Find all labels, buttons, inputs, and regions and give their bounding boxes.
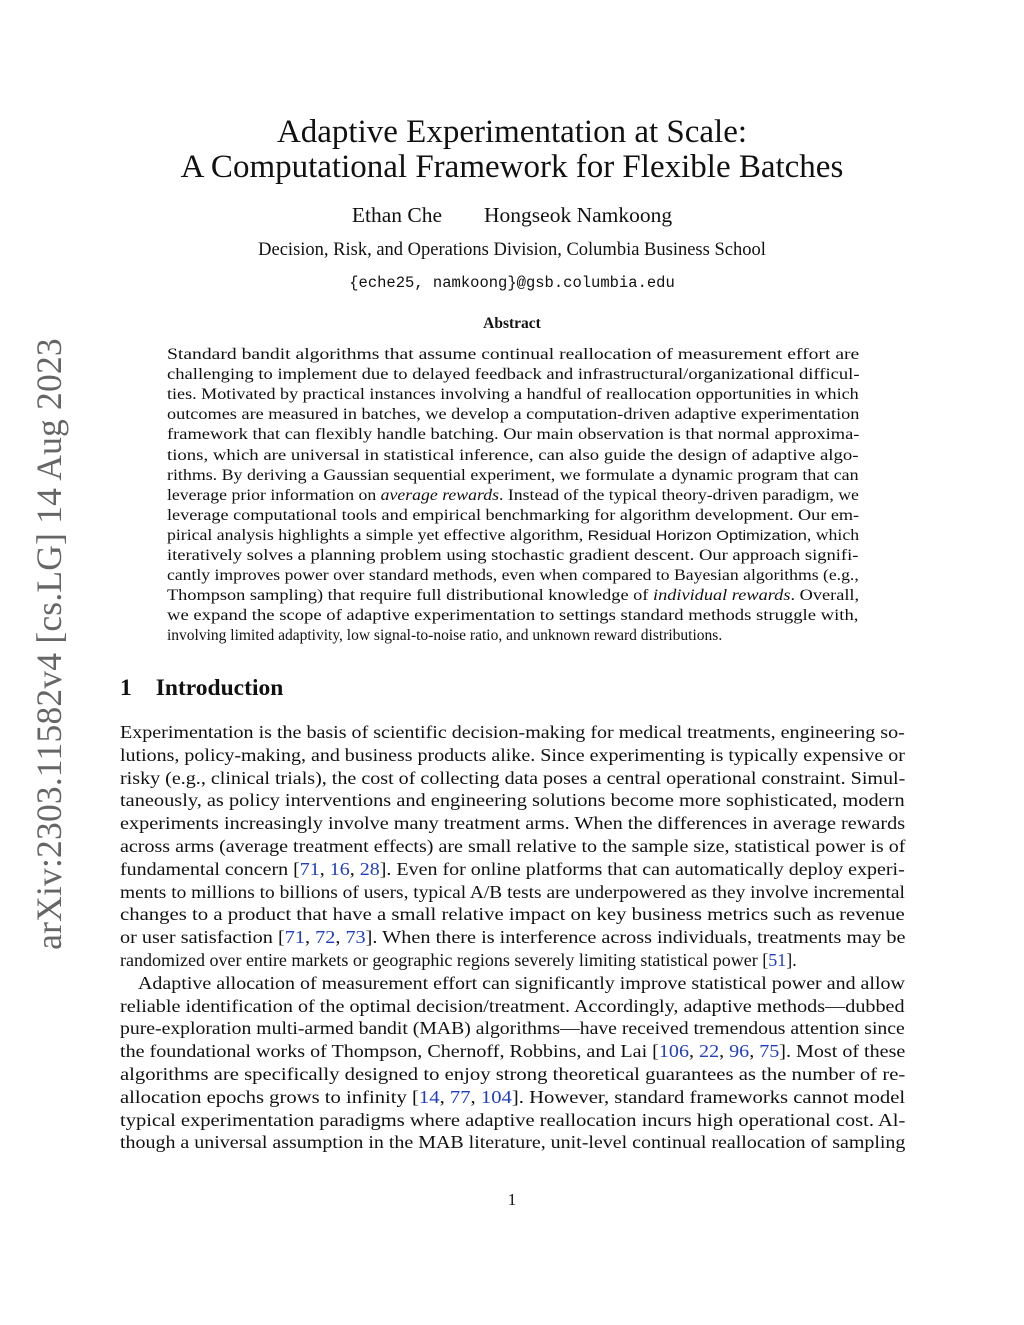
text-span: across arms (average treatment effects) are small relative to the sample size, statistical power is of: [120, 836, 906, 856]
page-number: 1: [507, 1190, 517, 1209]
text-line: [120, 995, 905, 1018]
text-line: [120, 926, 906, 949]
text-line: [120, 949, 797, 972]
arxiv-identifier-stamp: [28, 338, 70, 950]
text-line: [120, 881, 905, 904]
author-name: Ethan Che: [351, 203, 443, 227]
text-span: ].: [786, 950, 797, 970]
text-span: ,: [688, 1041, 700, 1062]
text-span: . Overall,: [790, 587, 860, 605]
text-line: [167, 466, 859, 486]
citation-link[interactable]: 106: [658, 1041, 689, 1062]
citation-link[interactable]: 73: [345, 927, 366, 948]
text-line: [120, 721, 905, 744]
citation-link[interactable]: 22: [699, 1041, 720, 1062]
text-line: [167, 345, 859, 365]
text-line: [120, 903, 905, 926]
text-line: [120, 1017, 905, 1040]
text-span: challenging to implement due to delayed feedback and infrastructural/organizational difficul-: [167, 366, 860, 384]
text-span: risky (e.g., clinical trials), the cost of collecting data poses a central operational constraint. Simul-: [120, 767, 906, 788]
text-span: experiments increasingly involve many treatment arms. When the differences in average rewards: [120, 813, 906, 834]
text-span: Standard bandit algorithms that assume continual reallocation of measurement effort are: [167, 346, 860, 363]
text-span: ]. When there is interference across individuals, treatments may be: [365, 927, 906, 948]
text-span: tions, which are universal in statistical inference, can also guide the design of adaptive algo-: [167, 446, 859, 464]
text-line: [120, 789, 905, 812]
text-line: [167, 526, 859, 546]
text-line: [167, 425, 859, 445]
text-span: Thompson sampling) that require full distributional knowledge of: [167, 587, 653, 605]
text-line: [167, 446, 859, 466]
paper-title-line-1: Adaptive Experimentation at Scale:: [276, 114, 748, 150]
text-line: [120, 1086, 905, 1109]
text-span: ]. However, standard frameworks cannot model: [511, 1086, 906, 1107]
text-span: ,: [719, 1041, 730, 1062]
text-span: outcomes are measured in batches, we develop a computation-driven adaptive experimentation: [167, 406, 860, 424]
text-line: [167, 365, 860, 385]
text-line: [167, 546, 858, 566]
text-line: [167, 506, 859, 526]
citation-link[interactable]: 14: [418, 1086, 440, 1107]
paper-title-line-2: A Computational Framework for Flexible Batches: [180, 149, 844, 185]
text-span: we expand the scope of adaptive experimentation to settings standard methods struggle with,: [167, 607, 859, 625]
text-line: [167, 486, 859, 506]
text-span: rithms. By deriving a Gaussian sequential experiment, we formulate a dynamic program that can: [167, 466, 859, 484]
section-number: 1: [120, 675, 132, 701]
text-span: lutions, policy-making, and business products alike. Since experimenting is typically expensive or: [120, 744, 905, 765]
emphasis-text: individual rewards: [652, 587, 791, 605]
text-span: pirical analysis highlights a simple yet effective algorithm,: [167, 526, 588, 544]
text-line: [167, 586, 859, 606]
text-line: [120, 1063, 905, 1086]
arxiv-identifier: arXiv:2303.11582v4 [cs.LG] 14 Aug 2023: [29, 338, 70, 950]
text-span: ,: [319, 858, 330, 879]
text-span: ,: [335, 927, 346, 948]
text-span: ,: [349, 858, 360, 879]
section-heading: [120, 675, 283, 702]
abstract-heading: Abstract: [483, 315, 541, 332]
text-line: [120, 1109, 905, 1132]
text-span: reliable identification of the optimal decision/treatment. Accordingly, adaptive methods—dubbed: [120, 995, 905, 1016]
text-span: ,: [749, 1041, 760, 1062]
text-span: the foundational works of Thompson, Chernoff, Robbins, and Lai [: [120, 1041, 659, 1062]
text-line: [120, 835, 905, 858]
emphasis-text: average rewards: [380, 486, 500, 504]
text-span: involving limited adaptivity, low signal-to-noise ratio, and unknown reward distributions.: [167, 627, 723, 645]
text-line: [138, 972, 905, 995]
text-span: Experimentation is the basis of scientific decision-making for medical treatments, engineering so-: [120, 722, 905, 742]
text-line: [167, 405, 859, 425]
text-line: [120, 812, 905, 835]
text-line: [167, 606, 858, 626]
text-span: fundamental concern [: [120, 858, 300, 879]
text-span: algorithms are specifically designed to enjoy strong theoretical guarantees as the number of re-: [120, 1064, 906, 1084]
author-list: [0, 203, 1024, 228]
text-span: ]. Most of these: [779, 1041, 906, 1062]
text-span: . Instead of the typical theory-driven paradigm, we: [499, 486, 859, 504]
text-line: [167, 385, 859, 405]
citation-link[interactable]: 77: [449, 1086, 471, 1107]
author-name: Hongseok Namkoong: [484, 203, 673, 227]
text-span: ,: [439, 1086, 450, 1107]
text-span: though a universal assumption in the MAB literature, unit-level continual reallocation of sampling: [120, 1132, 906, 1153]
text-span: randomized over entire markets or geographic regions severely limiting statistical power [: [120, 950, 769, 970]
text-span: cantly improves power over standard methods, even when compared to Bayesian algorithms (e.g.,: [167, 567, 859, 585]
citation-link[interactable]: 51: [768, 950, 787, 970]
section-title: Introduction: [155, 675, 284, 701]
text-span: ties. Motivated by practical instances involving a handful of reallocation opportunities in which: [167, 386, 859, 404]
citation-link[interactable]: 71: [299, 858, 320, 879]
citation-link[interactable]: 96: [729, 1041, 750, 1062]
text-span: changes to a product that have a small relative impact on key business metrics such as revenue: [120, 904, 905, 925]
text-span: ]. Even for online platforms that can automatically deploy experi-: [379, 858, 905, 879]
citation-link[interactable]: 16: [329, 858, 350, 879]
text-span: or user satisfaction [: [120, 927, 285, 948]
text-line: [167, 566, 859, 586]
text-line: [120, 744, 905, 767]
text-span: iteratively solves a planning problem using stochastic gradient descent. Our approach signifi-: [167, 547, 859, 564]
citation-link[interactable]: 104: [480, 1086, 512, 1107]
citation-link[interactable]: 75: [759, 1041, 780, 1062]
text-line: [167, 626, 722, 646]
author-affiliation: Decision, Risk, and Operations Division, Columbia Business School: [258, 240, 766, 260]
citation-link[interactable]: 28: [359, 858, 380, 879]
text-span: Adaptive allocation of measurement effort can significantly improve statistical power and allow: [138, 972, 905, 993]
text-span: typical experimentation paradigms where adaptive reallocation incurs high operational cost. Al-: [120, 1109, 906, 1130]
author-email: {eche25, namkoong}@gsb.columbia.edu: [349, 274, 675, 292]
text-line: [120, 1131, 905, 1154]
text-span: pure-exploration multi-armed bandit (MAB) algorithms—have received tremendous attention since: [120, 1018, 905, 1039]
text-line: [120, 858, 905, 881]
text-span: , which: [806, 526, 860, 544]
text-span: ments to millions to billions of users, typical A/B tests are underpowered as they involve incremental: [120, 881, 905, 902]
text-span: leverage computational tools and empirical benchmarking for algorithm development. Our em-: [167, 506, 860, 524]
text-span: framework that can flexibly handle batching. Our main observation is that normal approxima-: [167, 426, 860, 444]
text-span: ,: [304, 927, 316, 948]
text-line: [120, 767, 905, 790]
text-span: leverage prior information on: [167, 486, 381, 504]
text-span: allocation epochs grows to infinity [: [120, 1086, 419, 1107]
text-line: [120, 1040, 905, 1063]
text-span: taneously, as policy interventions and engineering solutions become more sophisticated, modern: [120, 790, 905, 811]
citation-link[interactable]: 72: [315, 927, 336, 948]
text-span: ,: [470, 1086, 481, 1107]
citation-link[interactable]: 71: [284, 927, 305, 948]
algorithm-name: Residual Horizon Optimization: [587, 527, 807, 544]
